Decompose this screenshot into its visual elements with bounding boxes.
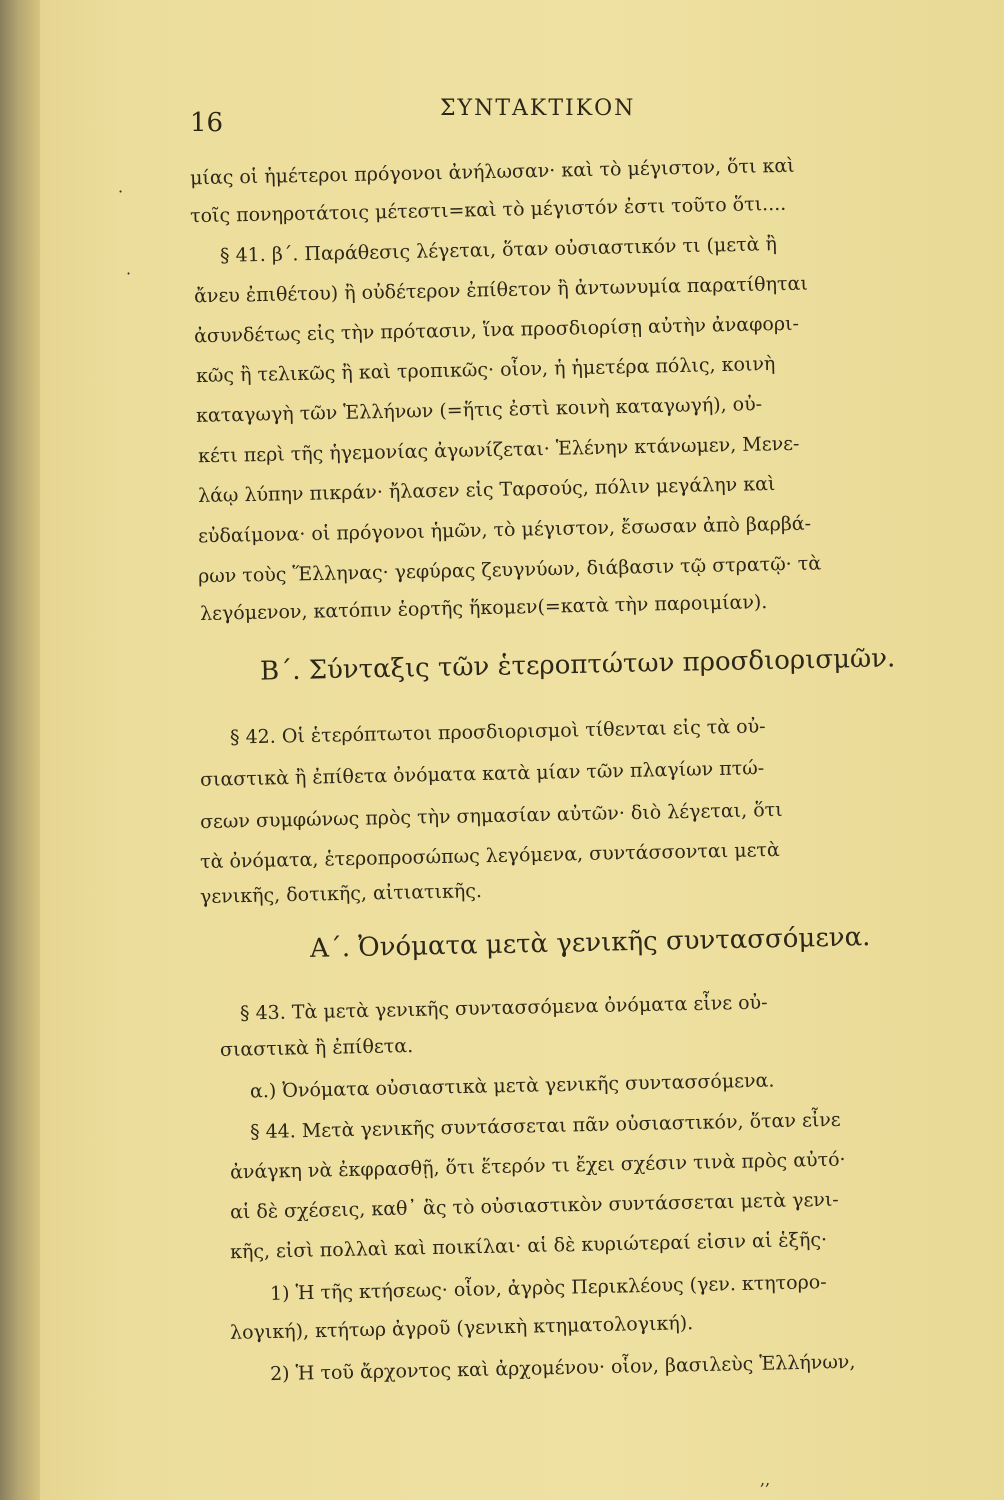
margin-mark: ,, bbox=[760, 1470, 771, 1489]
list-item: 2) Ἡ τοῦ ἄρχοντος καὶ ἀρχομένου· οἷον, βασιλεὺς Ἑλλήνων, bbox=[269, 1350, 856, 1386]
text-line: ἀνάγκη νὰ ἐκφρασθῇ, ὅτι ἕτερόν τι ἔχει σχέσιν τινὰ πρὸς αὐτό· bbox=[229, 1148, 846, 1184]
text-line: § 41. β΄. Παράθεσις λέγεται, ὅταν οὐσιαστικόν τι (μετὰ ἢ bbox=[219, 233, 778, 267]
section-heading-a: Α΄. Ὀνόματα μετὰ γενικῆς συντασσόμενα. bbox=[309, 922, 871, 964]
list-item: 1) Ἡ τῆς κτήσεως· οἷον, ἀγρὸς Περικλέους (γεν. κτητορο- bbox=[269, 1271, 827, 1305]
margin-mark: · bbox=[126, 264, 132, 283]
text-line: λογική), κτήτωρ ἀγροῦ (γενικὴ κτηματολογική). bbox=[229, 1312, 694, 1344]
margin-mark: · bbox=[118, 182, 124, 201]
text-line: μίας οἱ ἡμέτεροι πρόγονοι ἀνήλωσαν· καὶ τὸ μέγιστον, ὅτι καὶ bbox=[189, 154, 795, 190]
text-line: σεων συμφώνως πρὸς τὴν σημασίαν αὐτῶν· διὸ λέγεται, ὅτι bbox=[199, 798, 783, 834]
text-line: κῆς, εἰσὶ πολλαὶ καὶ ποικίλαι· αἱ δὲ κυριώτεραί εἰσιν αἱ ἑξῆς· bbox=[229, 1228, 828, 1264]
text-line: § 44. Μετὰ γενικῆς συντάσσεται πᾶν οὐσιαστικόν, ὅταν εἶνε bbox=[249, 1108, 841, 1144]
text-line: § 42. Οἱ ἑτερόπτωτοι προσδιορισμοὶ τίθενται εἰς τὰ οὐ- bbox=[229, 715, 766, 749]
text-line: καταγωγὴ τῶν Ἑλλήνων (=ἥτις ἐστὶ κοινὴ καταγωγή), οὐ- bbox=[195, 393, 763, 427]
text-line: γενικῆς, δοτικῆς, αἰτιατικῆς. bbox=[199, 880, 483, 908]
text-line: λάῳ λύπην πικράν· ἤλασεν εἰς Ταρσούς, πόλιν μεγάλην καὶ bbox=[197, 472, 776, 508]
page-binding-edge bbox=[0, 0, 40, 1500]
text-line: κέτι περὶ τῆς ἡγεμονίας ἀγωνίζεται· Ἑλένην κτάνωμεν, Μενε- bbox=[197, 432, 800, 468]
text-line: σιαστικὰ ἢ ἐπίθετα ὀνόματα κατὰ μίαν τῶν πλαγίων πτώ- bbox=[199, 757, 765, 791]
text-line: τὰ ὀνόματα, ἑτεροπροσώπως λεγόμενα, συντάσσονται μετὰ bbox=[199, 838, 780, 874]
page-number: 16 bbox=[190, 108, 224, 138]
text-line: λεγόμενον, κατόπιν ἑορτῆς ἥκομεν(=κατὰ τὴν παροιμίαν). bbox=[199, 591, 768, 625]
text-line: αἱ δὲ σχέσεις, καθ᾽ ἃς τὸ οὐσιαστικὸν συντάσσεται μετὰ γενι- bbox=[229, 1188, 839, 1224]
text-line: ἀσυνδέτως εἰς τὴν πρότασιν, ἵνα προσδιορίσῃ αὐτὴν ἀναφορι- bbox=[193, 312, 800, 348]
text-line: τοῖς πονηροτάτοις μέτεστι=καὶ τὸ μέγιστόν ἐστι τοῦτο ὅτι.... bbox=[189, 192, 787, 228]
text-line: ρων τοὺς Ἕλληνας· γεφύρας ζευγνύων, διάβασιν τῷ στρατῷ· τὰ bbox=[197, 552, 822, 588]
text-line: § 43. Τὰ μετὰ γενικῆς συντασσόμενα ὀνόματα εἶνε οὐ- bbox=[239, 991, 768, 1025]
running-title: ΣΥΝΤΑΚΤΙΚΟΝ bbox=[440, 96, 636, 121]
subsection-heading: α.) Ὀνόματα οὐσιαστικὰ μετὰ γενικῆς συντασσόμενα. bbox=[249, 1069, 775, 1103]
text-line: εὐδαίμονα· οἱ πρόγονοι ἡμῶν, τὸ μέγιστον, ἔσωσαν ἀπὸ βαρβά- bbox=[197, 512, 812, 548]
text-line: ἄνευ ἐπιθέτου) ἢ οὐδέτερον ἐπίθετον ἢ ἀντωνυμία παρατίθηται bbox=[193, 272, 809, 308]
section-heading-b: Β΄. Σύνταξις τῶν ἑτεροπτώτων προσδιορισμῶν. bbox=[259, 643, 896, 687]
text-line: κῶς ἢ τελικῶς ἢ καὶ τροπικῶς· οἷον, ἡ ἡμετέρα πόλις, κοινὴ bbox=[195, 352, 776, 388]
text-line: σιαστικὰ ἢ ἐπίθετα. bbox=[219, 1034, 414, 1062]
